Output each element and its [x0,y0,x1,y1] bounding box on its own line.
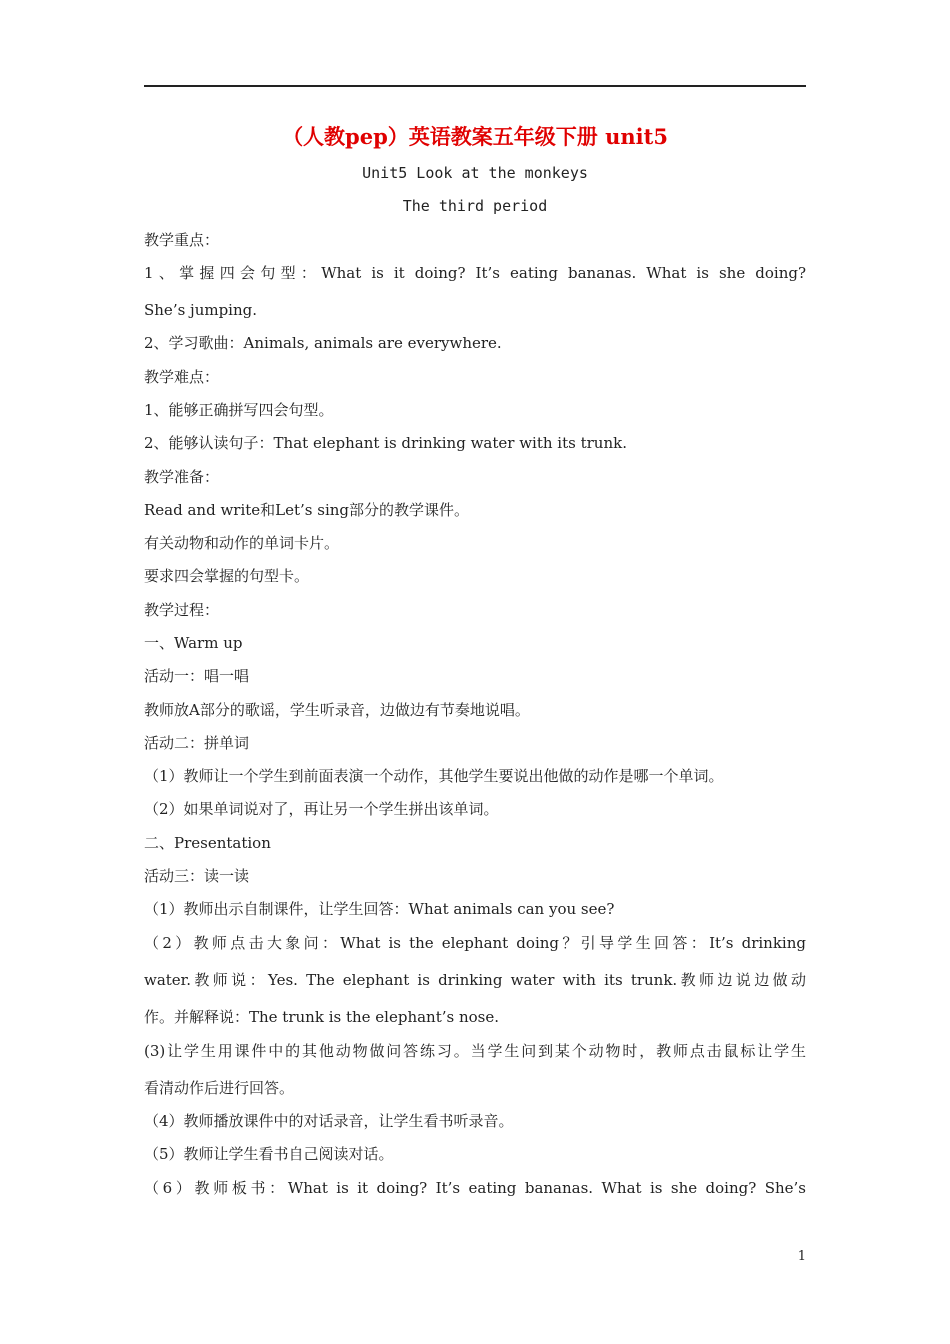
text-line: （1）教师让一个学生到前面表演一个动作，其他学生要说出他做的动作是哪一个单词。 [144,767,724,785]
section-heading: 教学难点： [144,368,220,386]
text-line: （1）教师出示自制课件，让学生回答：What animals can you see? [144,900,615,918]
step-heading: 二、Presentation [144,834,271,852]
step-heading: 一、Warm up [144,634,243,652]
unit-subtitle: Unit5 Look at the monkeys [362,164,588,182]
text-line: （2）教师点击大象问：What is the elephant doing？引导学生回答：It’s drinking [144,934,806,952]
section-heading: 教学准备： [144,468,220,486]
text-line: (3)让学生用课件中的其他动物做问答练习。当学生问到某个动物时，教师点击鼠标让学生 [144,1042,806,1060]
text-line: 2、学习歌曲：Animals, animals are everywhere. [144,334,502,352]
text-line: （2）如果单词说对了，再让另一个学生拼出该单词。 [144,800,499,818]
text-line: 教师放A部分的歌谣，学生听录音，边做边有节奏地说唱。 [144,701,530,719]
text-line: Read and write和Let’s sing部分的教学课件。 [144,501,470,519]
text-line: 作。并解释说：The trunk is the elephant’s nose. [144,1008,499,1026]
period-subtitle: The third period [402,197,548,215]
document-title: （人教pep）英语教案五年级下册 unit5 [282,124,668,149]
activity-heading: 活动一：唱一唱 [144,667,250,685]
text-line: （5）教师让学生看书自己阅读对话。 [144,1145,394,1163]
text-line: 看清动作后进行回答。 [144,1079,295,1097]
text-line: She’s jumping. [144,301,258,319]
page-number: 1 [797,1249,806,1264]
activity-heading: 活动三：读一读 [144,867,250,885]
text-line: 有关动物和动作的单词卡片。 [144,534,340,552]
section-heading: 教学重点： [144,231,220,249]
text-line: 1、能够正确拼写四会句型。 [144,401,334,419]
header-rule [144,85,806,87]
section-heading: 教学过程： [144,601,220,619]
activity-heading: 活动二：拼单词 [144,734,250,752]
text-line: 要求四会掌握的句型卡。 [144,567,310,585]
text-line: （4）教师播放课件中的对话录音，让学生看书听录音。 [144,1112,514,1130]
text-line: 1、掌握四会句型：What is it doing? It’s eating bananas. What is she doing? [144,264,806,282]
text-line: （6）教师板书：What is it doing? It’s eating bananas. What is she doing? She’s [144,1179,806,1197]
text-line: water.教师说：Yes. The elephant is drinking water with its trunk.教师边说边做动 [144,971,806,989]
text-line: 2、能够认读句子：That elephant is drinking water with its trunk. [144,434,627,452]
